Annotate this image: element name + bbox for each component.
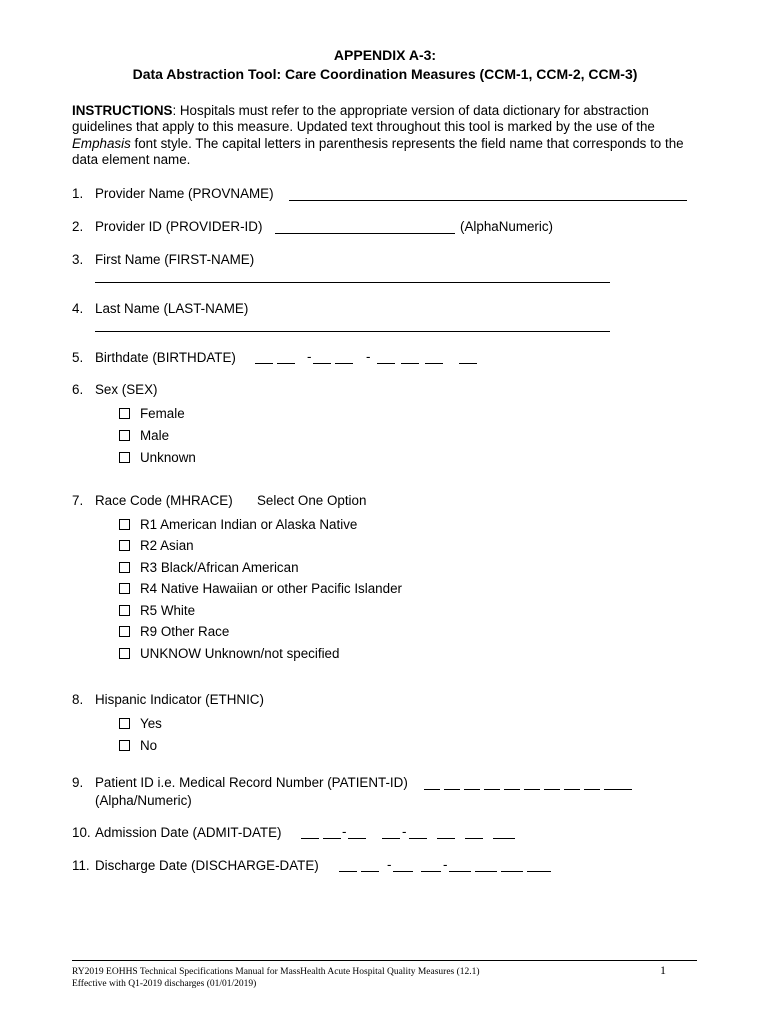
sex-field	[72, 382, 158, 397]
checkbox[interactable]	[119, 648, 130, 659]
date-separator: -	[366, 349, 371, 364]
discharge-date-field	[72, 858, 319, 873]
option-label: Yes	[140, 716, 162, 731]
date-blank	[493, 838, 515, 839]
id-blank	[620, 789, 632, 790]
date-blank	[393, 871, 413, 872]
date-blank	[323, 838, 341, 839]
id-blank	[484, 789, 500, 790]
field-number: 8.	[72, 692, 84, 707]
provider-id-format-note: (AlphaNumeric)	[460, 219, 554, 234]
date-separator: -	[307, 349, 312, 364]
document-subtitle: Data Abstraction Tool: Care Coordination Measures (CCM-1, CCM-2, CCM-3)	[132, 66, 638, 82]
date-blank	[348, 838, 366, 839]
appendix-title: APPENDIX A-3:	[333, 47, 437, 63]
provider-id-input-line[interactable]	[275, 233, 455, 234]
field-number: 9.	[72, 775, 84, 790]
id-blank	[584, 789, 600, 790]
field-number: 5.	[72, 350, 84, 365]
date-blank	[382, 838, 400, 839]
field-number: 1.	[72, 186, 84, 201]
date-blank	[425, 363, 443, 364]
first-name-field	[72, 252, 254, 267]
instructions-text-a: : Hospitals must refer to the appropriate version of data dictionary for abstraction guidelines that apply to this measure. Updated text throughout this tool is marked by the use of the	[72, 103, 655, 135]
id-blank	[424, 789, 440, 790]
first-name-input-line[interactable]	[95, 282, 610, 283]
field-label: Last Name (LAST-NAME)	[95, 301, 249, 316]
option-label: R4 Native Hawaiian or other Pacific Islander	[140, 581, 402, 596]
id-blank	[504, 789, 520, 790]
field-label: Patient ID i.e. Medical Record Number (PATIENT-ID)	[95, 775, 408, 790]
checkbox[interactable]	[119, 562, 130, 573]
date-blank	[361, 871, 379, 872]
field-number: 11.	[72, 858, 90, 873]
id-blank	[544, 789, 560, 790]
instructions-label: INSTRUCTIONS	[72, 103, 173, 118]
provider-name-input-line[interactable]	[289, 200, 687, 201]
emphasis-word: Emphasis	[72, 135, 131, 151]
birthdate-field	[72, 350, 236, 365]
race-option-r3[interactable]	[119, 560, 299, 575]
checkbox[interactable]	[119, 583, 130, 594]
race-option-r1[interactable]	[119, 517, 357, 532]
date-blank	[401, 363, 419, 364]
field-label: Sex (SEX)	[95, 382, 158, 397]
instructions-text-b: font style. The capital letters in parenthesis represents the field name that corresponds to the data element name.	[72, 135, 684, 168]
option-label: R2 Asian	[140, 538, 194, 553]
id-blank	[464, 789, 480, 790]
option-label: Male	[140, 428, 170, 443]
sex-option-male[interactable]	[119, 428, 169, 443]
instructions-paragraph	[72, 103, 697, 169]
date-blank	[409, 838, 427, 839]
field-number: 7.	[72, 493, 84, 508]
date-blank	[459, 363, 477, 364]
race-option-r2[interactable]	[119, 538, 194, 553]
checkbox[interactable]	[119, 740, 130, 751]
date-blank	[377, 363, 395, 364]
checkbox[interactable]	[119, 408, 130, 419]
option-label: UNKNOW Unknown/not specified	[140, 646, 340, 661]
provider-id-field	[72, 219, 262, 234]
race-code-hint: Select One Option	[257, 493, 367, 508]
date-separator: -	[342, 824, 347, 839]
race-code-field	[72, 493, 233, 508]
option-label: Female	[140, 406, 185, 421]
id-blank	[564, 789, 580, 790]
field-label: Race Code (MHRACE)	[95, 493, 233, 508]
checkbox[interactable]	[119, 540, 130, 551]
field-label: Admission Date (ADMIT-DATE)	[95, 825, 282, 840]
option-label: R1 American Indian or Alaska Native	[140, 517, 358, 532]
field-label: Provider Name (PROVNAME)	[95, 186, 274, 201]
footer	[72, 966, 672, 990]
field-number: 4.	[72, 301, 84, 316]
admission-date-field	[72, 825, 282, 840]
last-name-input-line[interactable]	[95, 331, 610, 332]
date-blank	[449, 871, 471, 872]
race-option-unknown[interactable]	[119, 646, 339, 661]
footer-manual-title: RY2019 EOHHS Technical Specifications Manual for MassHealth Acute Hospital Quality Measures (12.1)	[72, 967, 480, 977]
field-number: 2.	[72, 219, 84, 234]
checkbox[interactable]	[119, 430, 130, 441]
date-blank	[527, 871, 551, 872]
id-blank	[604, 789, 620, 790]
date-blank	[335, 363, 353, 364]
option-label: Unknown	[140, 450, 196, 465]
footer-divider	[72, 960, 697, 961]
id-blank	[444, 789, 460, 790]
date-separator: -	[387, 857, 392, 872]
date-blank	[339, 871, 357, 872]
footer-effective-date: Effective with Q1-2019 discharges (01/01/2019)	[72, 979, 257, 989]
hispanic-indicator-field	[72, 692, 264, 707]
race-option-r5[interactable]	[119, 603, 195, 618]
checkbox[interactable]	[119, 605, 130, 616]
field-label: First Name (FIRST-NAME)	[95, 252, 255, 267]
ethnic-option-no[interactable]	[119, 738, 157, 753]
last-name-field	[72, 301, 248, 316]
date-blank	[475, 871, 497, 872]
field-label: Provider ID (PROVIDER-ID)	[95, 219, 263, 234]
field-label: Hispanic Indicator (ETHNIC)	[95, 692, 264, 707]
id-blank	[524, 789, 540, 790]
option-label: No	[140, 738, 158, 753]
date-separator: -	[443, 857, 448, 872]
date-blank	[421, 871, 441, 872]
field-label: Birthdate (BIRTHDATE)	[95, 350, 236, 365]
option-label: R3 Black/African American	[140, 560, 299, 575]
date-blank	[301, 838, 319, 839]
race-option-r9[interactable]	[119, 624, 229, 639]
checkbox[interactable]	[119, 718, 130, 729]
date-blank	[255, 363, 273, 364]
patient-id-format-note: (Alpha/Numeric)	[95, 793, 192, 808]
checkbox[interactable]	[119, 519, 130, 530]
option-label: R5 White	[140, 603, 196, 618]
date-blank	[501, 871, 523, 872]
field-label: Discharge Date (DISCHARGE-DATE)	[95, 858, 319, 873]
field-number: 3.	[72, 252, 84, 267]
date-blank	[465, 838, 483, 839]
checkbox[interactable]	[119, 452, 130, 463]
option-label: R9 Other Race	[140, 624, 230, 639]
date-blank	[313, 363, 331, 364]
sex-option-female[interactable]	[119, 406, 185, 421]
field-number: 6.	[72, 382, 84, 397]
page-number: 1	[660, 963, 666, 977]
date-blank	[277, 363, 295, 364]
checkbox[interactable]	[119, 626, 130, 637]
sex-option-unknown[interactable]	[119, 450, 196, 465]
race-option-r4[interactable]	[119, 581, 402, 596]
ethnic-option-yes[interactable]	[119, 716, 162, 731]
field-number: 10.	[72, 825, 91, 840]
date-blank	[437, 838, 455, 839]
date-separator: -	[402, 824, 407, 839]
provider-name-field	[72, 186, 274, 201]
patient-id-field	[72, 775, 408, 790]
